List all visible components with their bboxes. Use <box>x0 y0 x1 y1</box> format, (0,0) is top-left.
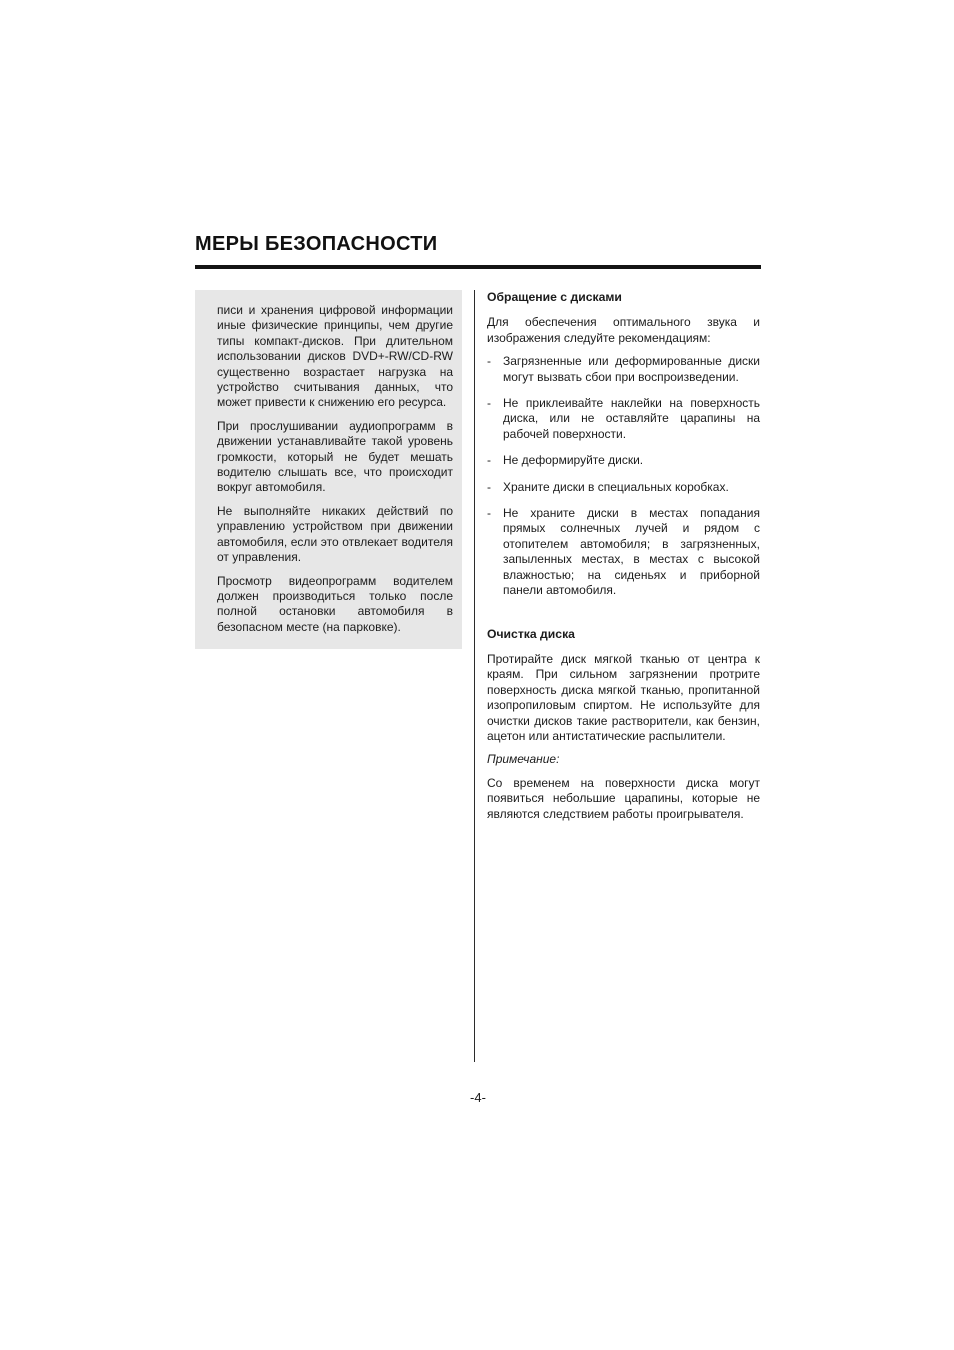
list-item-text: Загрязненные или деформированные диски могут вызвать сбои при воспроизведении. <box>503 354 760 384</box>
section-gap <box>487 610 760 627</box>
disc-handling-intro: Для обеспечения оптимального звука и изображения следуйте рекомендациям: <box>487 315 760 345</box>
note-label: Примечание: <box>487 752 560 767</box>
list-item-text: Не храните диски в местах попадания прямых солнечных лучей и рядом с отопителем автомобиля; в загрязненных, запыленных местах, в местах с высокой влажностью; на сиденьях и приборной панели автомобиля. <box>503 506 760 598</box>
content-columns <box>195 290 761 1062</box>
column-divider-rule <box>474 290 475 1062</box>
right-column <box>487 290 760 830</box>
left-paragraph: Просмотр видеопрограмм водителем должен производиться только после полной остановки автомобиля в безопасном месте (на парковке). <box>217 573 453 634</box>
bullet-dash: - <box>487 396 491 411</box>
bullet-dash: - <box>487 453 491 468</box>
left-paragraph: Не выполняйте никаких действий по управлению устройством при движении автомобиля, если это отвлекает водителя от управления. <box>217 503 453 565</box>
note-body: Со временем на поверхности диска могут появиться небольшие царапины, которые не являются следствием работы проигрывателя. <box>487 775 760 821</box>
list-item-text: Храните диски в специальных коробках. <box>503 479 729 494</box>
list-item <box>487 453 760 468</box>
list-item <box>487 396 760 442</box>
list-item <box>487 354 760 385</box>
bullet-dash: - <box>487 479 491 494</box>
title-rule <box>195 265 761 269</box>
disc-cleaning-body: Протирайте диск мягкой тканью от центра к краям. При сильном загрязнении протрите поверхность диска мягкой тканью, пропитанной изопропиловым спиртом. Не используйте для очистки дисков такие растворители, как бензин, ацетон или антистатические распылители. <box>487 651 760 743</box>
manual-page <box>195 233 761 1062</box>
section-heading-disc-handling: Обращение с дисками <box>487 290 622 304</box>
list-item-text: Не приклеивайте наклейки на поверхность диска, или не оставляйте царапины на рабочей поверхности. <box>503 396 760 441</box>
left-paragraph: писи и хранения цифровой информации иные физические принципы, чем другие типы компакт-дисков. При длительном использовании дисков DVD+-RW/CD-RW существенно возрастает нагрузка на устройство считывания данных, что может привести к снижению его ресурса. <box>217 303 453 410</box>
page-number: -4- <box>470 1090 486 1105</box>
list-item-text: Не деформируйте диски. <box>503 453 644 468</box>
list-item <box>487 506 760 598</box>
page-title: МЕРЫ БЕЗОПАСНОСТИ <box>195 233 438 255</box>
section-heading-disc-cleaning: Очистка диска <box>487 626 575 641</box>
list-item <box>487 480 760 495</box>
left-paragraph: При прослушивании аудиопрограмм в движении устанавливайте такой уровень громкости, который не будет мешать водителю слышать все, что происходит вокруг автомобиля. <box>217 418 453 495</box>
bullet-dash: - <box>487 354 491 369</box>
left-column-shaded-box <box>195 290 462 649</box>
bullet-dash: - <box>487 506 491 521</box>
